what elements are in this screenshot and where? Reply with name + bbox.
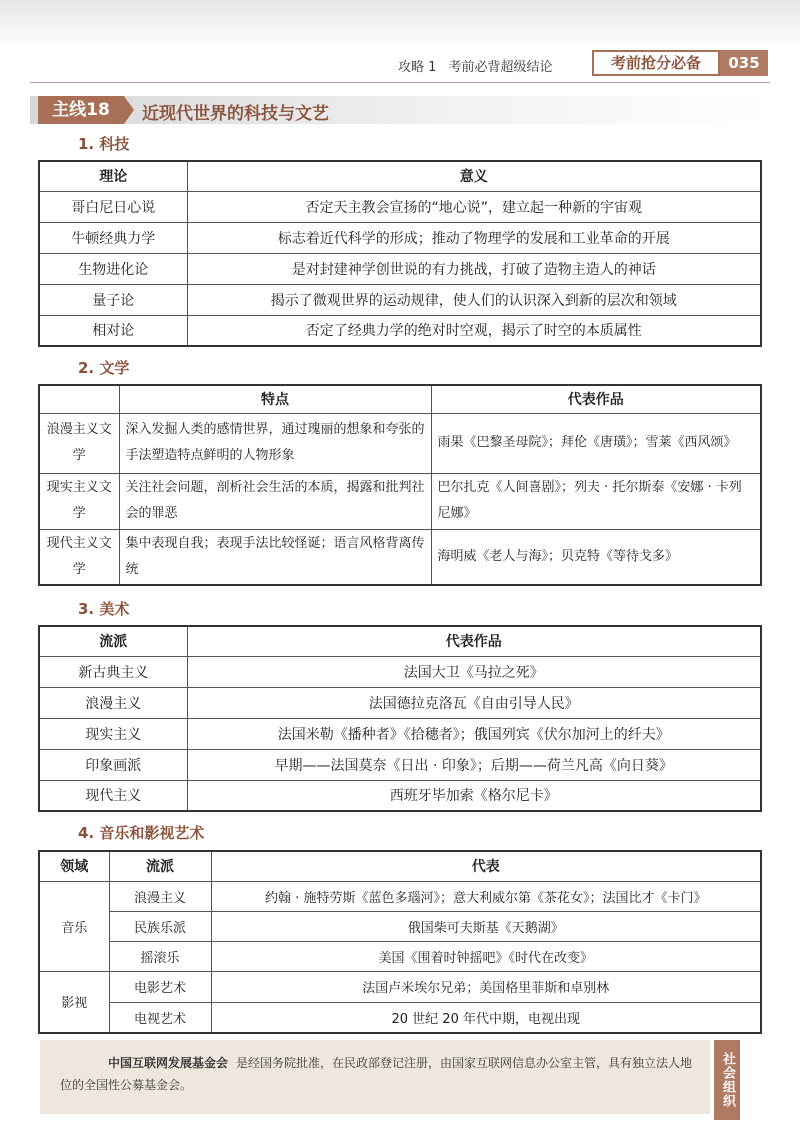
school-cell: 电视艺术 (109, 1002, 211, 1033)
table-row (39, 881, 761, 911)
section-title-literature: 2. 文学 (78, 359, 130, 377)
column-header: 流派 (39, 626, 187, 656)
works-cell: 法国大卫《马拉之死》 (187, 656, 761, 687)
meaning-cell: 标志着近代科学的形成；推动了物理学的发展和工业革命的开展 (187, 222, 761, 253)
meaning-cell: 揭示了微观世界的运动规律，使人们的认识深入到新的层次和领域 (187, 284, 761, 315)
school-cell: 浪漫主义 (109, 881, 211, 911)
genre-cell: 现实主义文学 (39, 473, 119, 529)
table-row (39, 656, 761, 687)
school-cell: 现实主义 (39, 718, 187, 749)
header-divider (30, 82, 770, 83)
footer-org: 中国互联网发展基金会 (108, 1056, 229, 1070)
footer-description: 是经国务院批准，在民政部登记注册，由国家互联网信息办公室主管，具有独立法人地位的全国性公募基金会。 (60, 1056, 693, 1092)
theory-cell: 相对论 (39, 315, 187, 346)
table-row (39, 222, 761, 253)
main-line-tag: 主线18 (38, 96, 124, 124)
representative-cell: 约翰 · 施特劳斯《蓝色多瑙河》；意大利威尔第《茶花女》；法国比才《卡门》 (211, 881, 761, 911)
table-row (39, 911, 761, 941)
feature-cell: 集中表现自我；表现手法比较怪诞；语言风格背离传统 (119, 529, 431, 585)
main-line-title: 近现代世界的科技与文艺 (142, 104, 329, 124)
works-cell: 法国德拉克洛瓦《自由引导人民》 (187, 687, 761, 718)
school-cell: 印象画派 (39, 749, 187, 780)
science-table (38, 160, 762, 347)
works-cell: 雨果《巴黎圣母院》；拜伦《唐璜》；雪莱《西风颂》 (431, 413, 761, 473)
column-header: 特点 (119, 385, 431, 413)
header-subtitle: 考前必背超级结论 (448, 60, 553, 75)
school-cell: 电影艺术 (109, 971, 211, 1002)
representative-cell: 俄国柴可夫斯基《天鹅湖》 (211, 911, 761, 941)
column-header: 理论 (39, 161, 187, 191)
school-cell: 现代主义 (39, 780, 187, 811)
column-header: 意义 (187, 161, 761, 191)
table-row (39, 315, 761, 346)
theory-cell: 生物进化论 (39, 253, 187, 284)
table-header-row (39, 626, 761, 656)
column-header: 流派 (109, 851, 211, 881)
school-cell: 新古典主义 (39, 656, 187, 687)
meaning-cell: 是对封建神学创世说的有力挑战，打破了造物主造人的神话 (187, 253, 761, 284)
chevron-right-icon (124, 96, 134, 124)
theory-cell: 哥白尼日心说 (39, 191, 187, 222)
works-cell: 巴尔扎克《人间喜剧》；列夫 · 托尔斯泰《安娜 · 卡列尼娜》 (431, 473, 761, 529)
domain-cell: 音乐 (39, 881, 109, 971)
main-title-bar (30, 96, 770, 124)
school-cell: 摇滚乐 (109, 941, 211, 971)
column-header: 代表作品 (187, 626, 761, 656)
table-row (39, 780, 761, 811)
section-title-art: 3. 美术 (78, 600, 130, 618)
school-cell: 浪漫主义 (39, 687, 187, 718)
works-cell: 法国米勒《播种者》《拾穗者》；俄国列宾《伏尔加河上的纤夫》 (187, 718, 761, 749)
header-badge: 考前抢分必备 (592, 50, 720, 76)
genre-cell: 浪漫主义文学 (39, 413, 119, 473)
works-cell: 海明威《老人与海》；贝克特《等待戈多》 (431, 529, 761, 585)
section-title-science: 1. 科技 (78, 135, 130, 153)
theory-cell: 牛顿经典力学 (39, 222, 187, 253)
representative-cell: 美国《围着时钟摇吧》《时代在改变》 (211, 941, 761, 971)
running-header (398, 56, 561, 75)
column-header (39, 385, 119, 413)
column-header: 领域 (39, 851, 109, 881)
meaning-cell: 否定了经典力学的绝对时空观，揭示了时空的本质属性 (187, 315, 761, 346)
table-row (39, 284, 761, 315)
genre-cell: 现代主义文学 (39, 529, 119, 585)
column-header: 代表 (211, 851, 761, 881)
domain-cell: 影视 (39, 971, 109, 1033)
page-top-shade (0, 0, 800, 50)
art-table (38, 625, 762, 812)
footer-notice (60, 1052, 700, 1096)
table-row (39, 749, 761, 780)
representative-cell: 20 世纪 20 年代中期，电视出现 (211, 1002, 761, 1033)
table-row (39, 191, 761, 222)
feature-cell: 关注社会问题，剖析社会生活的本质，揭露和批判社会的罪恶 (119, 473, 431, 529)
table-row (39, 687, 761, 718)
table-row (39, 529, 761, 585)
side-tab: 社会组织 (714, 1040, 740, 1120)
school-cell: 民族乐派 (109, 911, 211, 941)
column-header: 代表作品 (431, 385, 761, 413)
table-row (39, 253, 761, 284)
table-row (39, 971, 761, 1002)
table-row (39, 1002, 761, 1033)
theory-cell: 量子论 (39, 284, 187, 315)
table-header-row (39, 161, 761, 191)
literature-table (38, 384, 762, 586)
works-cell: 早期——法国莫奈《日出 · 印象》；后期——荷兰凡高《向日葵》 (187, 749, 761, 780)
table-row (39, 473, 761, 529)
works-cell: 西班牙毕加索《格尔尼卡》 (187, 780, 761, 811)
table-header-row (39, 851, 761, 881)
table-row (39, 941, 761, 971)
meaning-cell: 否定天主教会宣扬的“地心说”，建立起一种新的宇宙观 (187, 191, 761, 222)
header-strategy: 攻略 1 (398, 60, 437, 75)
feature-cell: 深入发掘人类的感情世界，通过瑰丽的想象和夸张的手法塑造特点鲜明的人物形象 (119, 413, 431, 473)
section-title-music-film: 4. 音乐和影视艺术 (78, 824, 205, 842)
representative-cell: 法国卢米埃尔兄弟；美国格里菲斯和卓别林 (211, 971, 761, 1002)
page-number: 035 (720, 50, 768, 76)
table-header-row (39, 385, 761, 413)
table-row (39, 413, 761, 473)
table-row (39, 718, 761, 749)
music-film-table (38, 850, 762, 1034)
